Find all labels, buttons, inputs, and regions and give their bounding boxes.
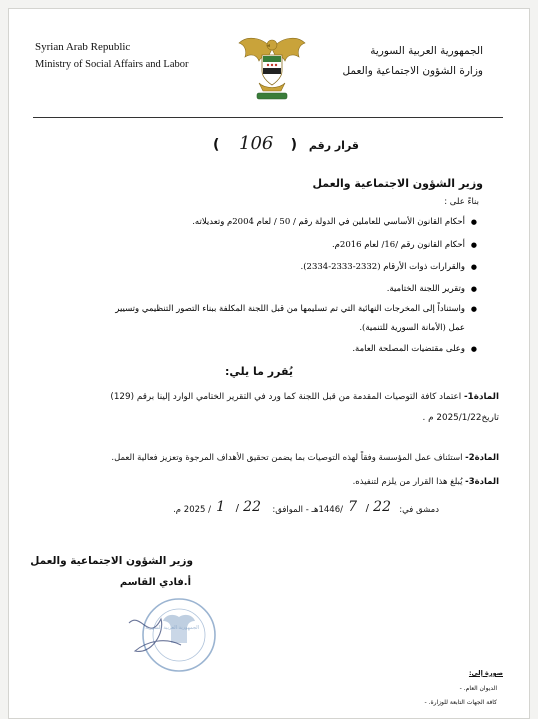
- list-item: ● وتقرير اللجنة الختامية.: [386, 284, 477, 294]
- article-1: [110, 392, 499, 402]
- signature-title: وزير الشؤون الاجتماعية والعمل: [30, 555, 193, 567]
- article-1-text: اعتماد كافة التوصيات المقدمة من قبل اللجنة كما ورد في التقرير الختامي الوارد إلينا برقم (129): [110, 392, 462, 402]
- article-1-date: تاريخ2025/1/22 م .: [422, 413, 499, 423]
- decides-heading: يُقرر ما يلي:: [225, 365, 293, 378]
- document-page: [8, 8, 530, 719]
- header-ar-country: الجمهورية العربية السورية: [370, 45, 483, 57]
- list-item: ● والقرارات ذوات الأرقام (2332-2333-2334).: [300, 262, 477, 272]
- decision-paren-open: (: [290, 137, 297, 153]
- decision-number: 106: [239, 133, 274, 154]
- official-stamp: [121, 593, 231, 675]
- article-3-label: المادة3-: [465, 477, 499, 487]
- list-item: ● أحكام القانون رقم /16/ لعام 2016م.: [331, 240, 477, 250]
- based-on-label: بناءً على :: [444, 197, 479, 207]
- minister-heading: وزير الشؤون الاجتماعية والعمل: [312, 177, 483, 190]
- signature-name: أ.فادي القاسم: [119, 577, 191, 588]
- stamp-label: الجمهورية العربية السورية: [145, 625, 199, 631]
- article-2: [111, 453, 499, 463]
- copies-heading: صورة إلى:: [468, 669, 503, 677]
- article-3: [353, 477, 499, 487]
- date-greg-year: / 2025 م.: [173, 505, 211, 515]
- copies-item: كافة الجهات التابعة للوزارة. -: [424, 699, 497, 706]
- date-hijri-year: /1446هـ - الموافق:: [272, 505, 343, 515]
- date-hijri-day: 22: [373, 499, 391, 515]
- list-item: ● وعلى مقتضيات المصلحة العامة.: [352, 344, 477, 354]
- header-divider: [33, 117, 503, 118]
- header-ar-ministry: وزارة الشؤون الاجتماعية والعمل: [342, 65, 483, 77]
- list-item: ● أحكام القانون الأساسي للعاملين في الدولة رقم / 50 / لعام 2004م وتعديلاته.: [192, 217, 477, 227]
- header-en-ministry: Ministry of Social Affairs and Labor: [35, 59, 189, 70]
- date-greg-day: 22: [243, 499, 261, 515]
- syrian-eagle-emblem-icon: [235, 31, 309, 105]
- article-2-label: المادة2-: [465, 453, 499, 463]
- date-prefix: دمشق في:: [399, 505, 439, 515]
- decision-title-prefix: قرار رقم: [308, 139, 359, 152]
- decision-title: [209, 135, 359, 159]
- list-item: ● واستناداً إلى المخرجات النهائية التي تم تسليمها من قبل اللجنة المكلفة ببناء التصور التنظيمي وتسيير: [115, 304, 477, 314]
- article-2-text: استئناف عمل المؤسسة وفقاً لهذه التوصيات بما يضمن تحقيق الأهداف المرجوة وتعزيز فعالية العمل.: [111, 453, 463, 463]
- decision-paren-close: ): [213, 137, 220, 153]
- date-hijri-month: 7: [348, 499, 357, 515]
- date-greg-month: 1: [216, 499, 225, 515]
- list-item-continuation: عمل (الأمانة السورية للتنمية).: [359, 323, 465, 333]
- copies-item: الديوان العام. -: [459, 685, 497, 692]
- date-line: دمشق في: 22 / 7 /1446هـ - الموافق: 22 / 1 / 2025 م.: [173, 499, 439, 515]
- article-1-label: المادة1-: [463, 392, 499, 402]
- article-3-text: يُبلغ هذا القرار من يلزم لتنفيذه.: [352, 477, 463, 487]
- header-en-country: Syrian Arab Republic: [35, 41, 131, 53]
